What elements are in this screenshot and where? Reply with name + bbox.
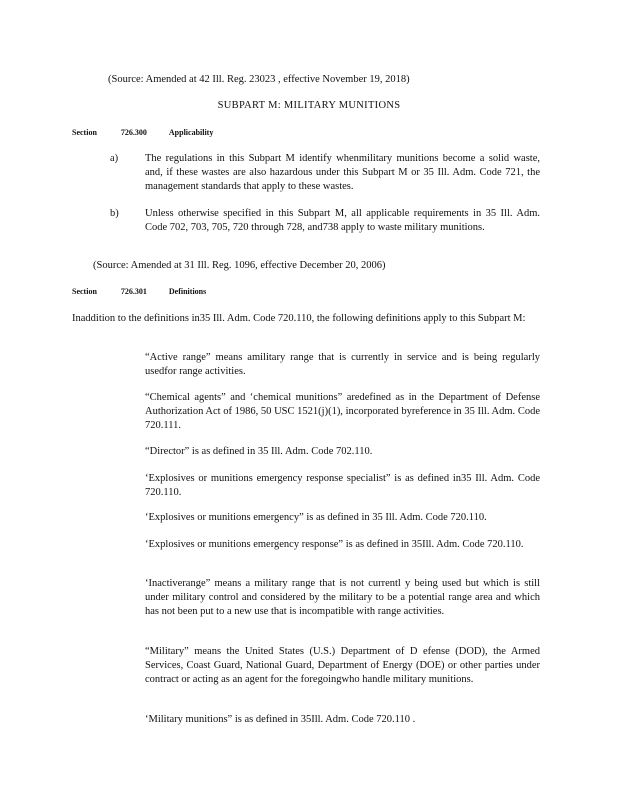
section-number: 726.300 [120,128,147,137]
paragraph-b-text: Unless otherwise specified in this Subpart M, all applicable requirements in 35 Ill. Adm. Code 702, 703, 705, 720 through 728, and738 apply to waste military munitions. [145,208,540,233]
definition-munitions-emergency: ‘Explosives or munitions emergency” is as defined in 35 Ill. Adm. Code 720.110. [145,512,487,523]
definition-active-range: “Active range” means amilitary range that is currently in service and is being regularly usedfor range activities. [145,352,540,377]
section-name: Definitions [168,287,207,296]
paragraph-a-text: The regulations in this Subpart M identify whenmilitary munitions become a solid waste, and, if these wastes are also hazardous under this Subpart M or 35 Ill. Adm. Code 721, the management standards that apply to these wastes. [145,153,540,192]
paragraph-a-label: a) [110,153,119,164]
section-name: Applicability [168,128,214,137]
section-heading-726-301 [72,287,206,297]
definition-chemical-agents: “Chemical agents” and ‘chemical munitions” aredefined as in the Department of Defense Authorization Act of 1986, 50 USC 1521(j)(1), incorporated byreference in 35 Ill. Adm. Code 720.111. [145,392,540,431]
definition-director: “Director” is as defined in 35 Ill. Adm. Code 702.110. [145,446,373,457]
definition-inactive-range: ‘Inactiverange” means a military range that is not currentl y being used but which is still under military control and considered by the military to be a potential range area and which has not been put to a new use that is incompatible with range activities. [145,578,540,617]
paragraph-b-label: b) [110,208,119,219]
definition-emergency-response: ‘Explosives or munitions emergency response” is as defined in 35Ill. Adm. Code 720.110. [145,539,524,550]
section-label: Section [72,128,97,137]
definition-emergency-response-specialist: ‘Explosives or munitions emergency response specialist” is as defined in35 Ill. Adm. Code 720.110. [145,473,540,498]
source-note-2006: (Source: Amended at 31 Ill. Reg. 1096, effective December 20, 2006) [93,260,386,271]
section-label: Section [72,287,97,296]
source-note-2018: (Source: Amended at 42 Ill. Reg. 23023 , effective November 19, 2018) [108,74,410,85]
subpart-title: SUBPART M: MILITARY MUNITIONS [217,100,401,111]
definition-military-munitions: ‘Military munitions” is as defined in 35Ill. Adm. Code 720.110 . [145,714,416,725]
section-heading-726-300 [72,128,213,138]
definitions-intro: Inaddition to the definitions in35 Ill. Adm. Code 720.110, the following definitions apply to this Subpart M: [72,313,526,324]
section-number: 726.301 [120,287,147,296]
definition-military: “Military” means the United States (U.S.) Department of D efense (DOD), the Armed Services, Coast Guard, National Guard, Department of Energy (DOE) or other parties under contract or acting as an agent for the foregoingwho handle military munitions. [145,646,540,685]
